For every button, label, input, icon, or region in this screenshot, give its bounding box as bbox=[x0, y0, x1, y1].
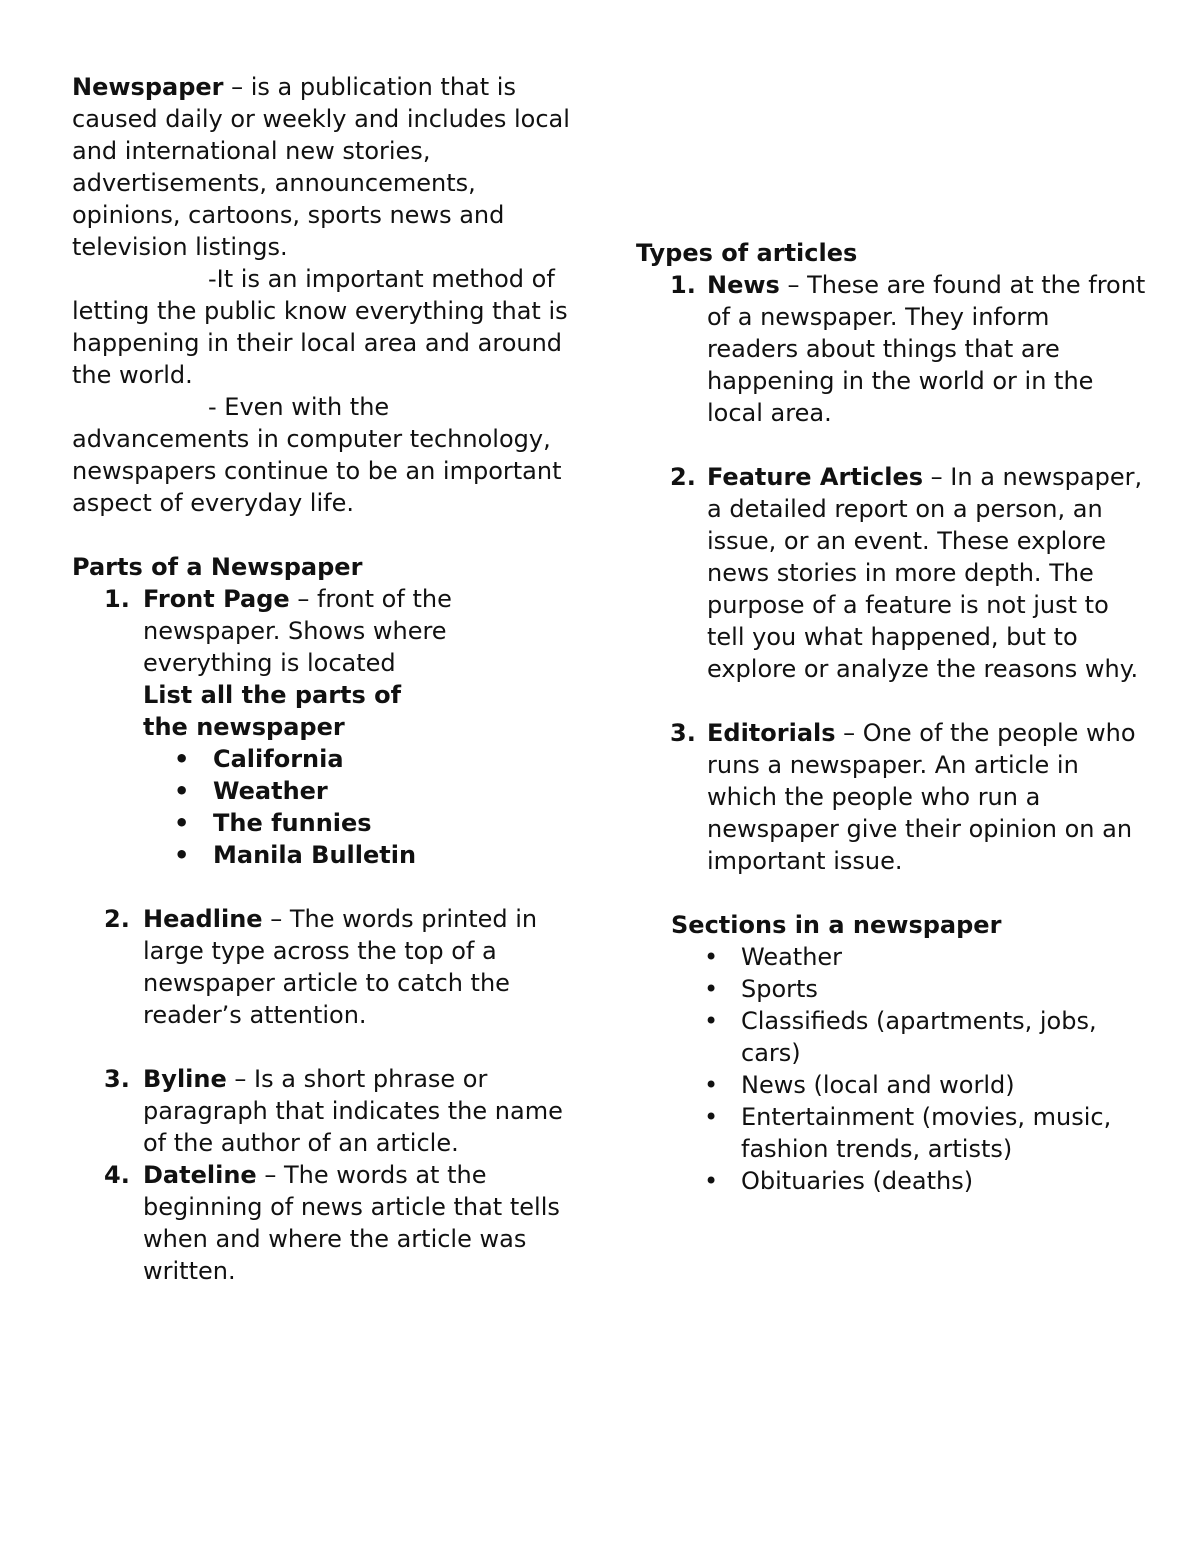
bullet-icon: • bbox=[704, 1071, 719, 1099]
bullet-icon: • bbox=[704, 1167, 719, 1195]
item-description: – The words at the beginning of news article that tells when and where the article was written. bbox=[143, 1161, 560, 1285]
bullet-icon: • bbox=[704, 1103, 719, 1131]
bullet-icon: • bbox=[174, 777, 190, 805]
bullet-icon: • bbox=[704, 975, 719, 1003]
spacer bbox=[72, 871, 572, 903]
right-column bbox=[636, 237, 1146, 1197]
list-item-text: The funnies bbox=[213, 809, 372, 837]
parts-heading: Parts of a Newspaper bbox=[72, 553, 363, 581]
item-description: – One of the people who runs a newspaper. An article in which the people who run a newspaper give their opinion on an important issue. bbox=[707, 719, 1136, 875]
item-term: Feature Articles bbox=[707, 463, 924, 491]
list-item bbox=[72, 839, 572, 871]
item-description: – Is a short phrase or paragraph that indicates the name of the author of an article. bbox=[143, 1065, 563, 1157]
list-number: 3. bbox=[670, 719, 696, 747]
list-item bbox=[636, 1101, 1146, 1165]
item-description: – The words printed in large type across the top of a newspaper article to catch the reader’s attention. bbox=[143, 905, 538, 1029]
intro-point-1: -It is an important method of letting the public know everything that is happening in their local area and around the world. bbox=[72, 265, 568, 389]
list-number: 3. bbox=[104, 1065, 130, 1093]
parts-list-continued bbox=[72, 903, 572, 1287]
parts-item-front-page bbox=[72, 583, 572, 679]
intro-definition bbox=[72, 71, 572, 263]
bullet-icon: • bbox=[704, 1007, 719, 1035]
list-number: 1. bbox=[670, 271, 696, 299]
bullet-icon: • bbox=[704, 943, 719, 971]
left-column bbox=[72, 71, 572, 1287]
list-number: 1. bbox=[104, 585, 130, 613]
spacer bbox=[72, 519, 572, 551]
item-term: Front Page bbox=[143, 585, 290, 613]
list-item bbox=[636, 941, 1146, 973]
bullet-icon: • bbox=[174, 809, 190, 837]
intro-point-2: - Even with the advancements in computer technology, newspapers continue to be an important aspect of everyday life. bbox=[72, 393, 562, 517]
list-item-text: California bbox=[213, 745, 344, 773]
articles-heading: Types of articles bbox=[636, 239, 858, 267]
item-term: News bbox=[707, 271, 780, 299]
item-description: – These are found at the front of a newspaper. They inform readers about things that are happening in the world or in the local area. bbox=[707, 271, 1146, 427]
parts-sublist bbox=[72, 743, 572, 871]
item-description: – front of the newspaper. Shows where everything is located bbox=[143, 585, 452, 677]
list-item-text: Weather bbox=[213, 777, 328, 805]
list-item bbox=[72, 807, 572, 839]
spacer bbox=[636, 877, 1146, 909]
articles-item-editorials bbox=[636, 717, 1146, 877]
sections-list bbox=[636, 941, 1146, 1197]
list-item-text: Weather bbox=[741, 943, 843, 971]
parts-item-headline bbox=[72, 903, 572, 1031]
item-term: Headline bbox=[143, 905, 263, 933]
spacer bbox=[636, 429, 1146, 461]
list-item bbox=[636, 1005, 1146, 1069]
list-item-text: Classifieds (apartments, jobs, cars) bbox=[741, 1007, 1097, 1067]
list-item bbox=[636, 1069, 1146, 1101]
articles-item-feature bbox=[636, 461, 1146, 685]
parts-item-dateline bbox=[72, 1159, 572, 1287]
bullet-icon: • bbox=[174, 841, 190, 869]
item-description: – In a newspaper, a detailed report on a person, an issue, or an event. These explore news stories in more depth. The purpose of a feature is not just to tell you what happened, but to explore or analyze the reasons why. bbox=[707, 463, 1143, 683]
parts-item-byline bbox=[72, 1063, 572, 1159]
list-item bbox=[72, 743, 572, 775]
parts-sublist-title: List all the parts of the newspaper bbox=[143, 681, 402, 741]
list-item bbox=[636, 973, 1146, 1005]
parts-list bbox=[72, 583, 572, 679]
list-number: 4. bbox=[104, 1161, 130, 1189]
list-number: 2. bbox=[670, 463, 696, 491]
intro-term: Newspaper bbox=[72, 73, 224, 101]
list-item bbox=[72, 775, 572, 807]
list-item-text: Manila Bulletin bbox=[213, 841, 417, 869]
list-item-text: Obituaries (deaths) bbox=[741, 1167, 974, 1195]
item-term: Byline bbox=[143, 1065, 227, 1093]
list-item-text: News (local and world) bbox=[741, 1071, 1015, 1099]
list-item-text: Sports bbox=[741, 975, 818, 1003]
list-item bbox=[636, 1165, 1146, 1197]
spacer bbox=[636, 685, 1146, 717]
bullet-icon: • bbox=[174, 745, 190, 773]
intro-definition-text: – is a publication that is caused daily or weekly and includes local and international new stories, advertisements, announcements, opinions, cartoons, sports news and television listings. bbox=[72, 73, 570, 261]
item-term: Dateline bbox=[143, 1161, 257, 1189]
articles-list bbox=[636, 269, 1146, 877]
list-item-text: Entertainment (movies, music, fashion trends, artists) bbox=[741, 1103, 1112, 1163]
articles-item-news bbox=[636, 269, 1146, 429]
sections-heading: Sections in a newspaper bbox=[671, 911, 1002, 939]
list-number: 2. bbox=[104, 905, 130, 933]
item-term: Editorials bbox=[707, 719, 836, 747]
spacer bbox=[72, 1031, 572, 1063]
